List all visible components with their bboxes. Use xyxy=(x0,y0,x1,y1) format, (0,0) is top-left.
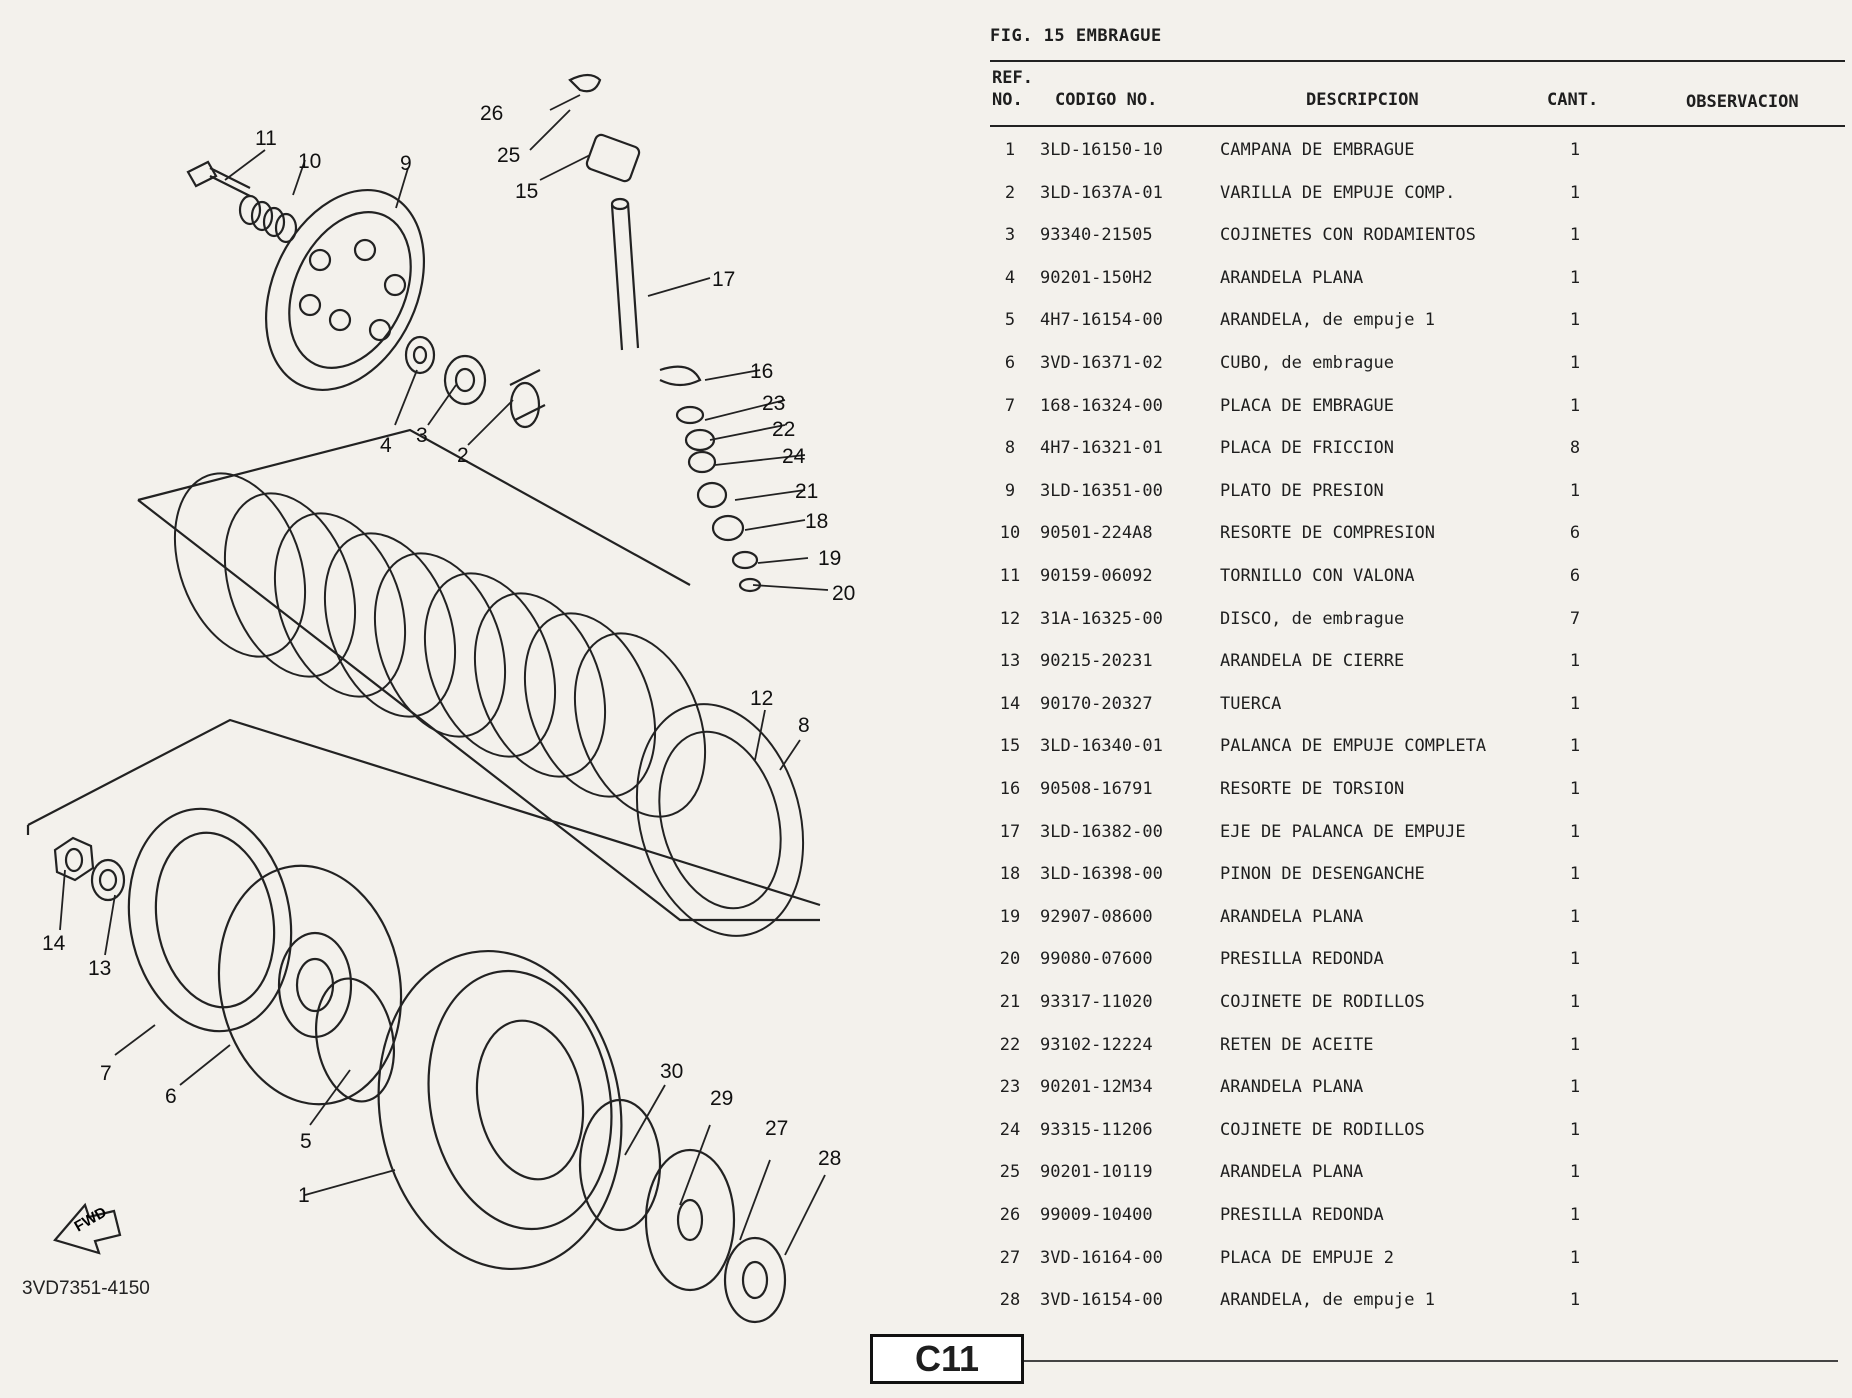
ref-cell: 14 xyxy=(999,693,1021,714)
ref-cell: 5 xyxy=(1004,310,1016,331)
callout-16: 16 xyxy=(750,360,774,383)
qty-cell: 1 xyxy=(1569,1247,1581,1268)
table-row xyxy=(990,1035,1850,1071)
table-row xyxy=(990,183,1850,219)
callout-27: 27 xyxy=(765,1117,789,1140)
ref-cell: 12 xyxy=(999,608,1021,629)
description-cell: CUBO, de embrague xyxy=(1220,353,1394,373)
table-row xyxy=(990,310,1850,346)
spring-graphic xyxy=(240,196,296,242)
code-cell: 3VD-16371-02 xyxy=(1040,353,1163,373)
table-row xyxy=(990,609,1850,645)
table-row xyxy=(990,1248,1850,1284)
callout-10: 10 xyxy=(298,150,322,173)
callout-15: 15 xyxy=(515,180,539,203)
qty-cell: 1 xyxy=(1569,395,1581,416)
qty-cell: 1 xyxy=(1569,1290,1581,1311)
code-cell: 93315-11206 xyxy=(1040,1119,1153,1140)
table-row xyxy=(990,140,1850,176)
qty-cell: 1 xyxy=(1569,182,1581,203)
callout-22: 22 xyxy=(772,418,796,441)
callout-29: 29 xyxy=(710,1087,734,1110)
callout-5: 5 xyxy=(300,1130,312,1153)
qty-cell: 1 xyxy=(1569,225,1581,246)
header-description: DESCRIPCION xyxy=(1306,90,1419,110)
code-cell: 3LD-16351-00 xyxy=(1040,480,1163,501)
qty-cell: 1 xyxy=(1569,480,1581,501)
qty-cell: 6 xyxy=(1569,566,1581,586)
table-row xyxy=(990,566,1850,602)
header-ref-line1: REF. xyxy=(992,68,1033,88)
description-cell: TUERCA xyxy=(1220,693,1282,714)
callout-23: 23 xyxy=(762,392,786,415)
clutch-housing-graphic xyxy=(354,932,785,1322)
ref-cell: 26 xyxy=(999,1205,1021,1225)
callout-8: 8 xyxy=(798,714,810,737)
code-cell: 90201-10119 xyxy=(1040,1162,1153,1183)
pressure-plate-graphic xyxy=(235,164,454,415)
table-row xyxy=(990,736,1850,772)
description-cell: VARILLA DE EMPUJE COMP. xyxy=(1220,182,1456,203)
table-row xyxy=(990,438,1850,474)
table-row xyxy=(990,907,1850,943)
ref-cell: 9 xyxy=(1004,480,1016,501)
qty-cell: 1 xyxy=(1569,353,1581,373)
qty-cell: 8 xyxy=(1569,438,1581,459)
ref-cell: 22 xyxy=(999,1034,1021,1055)
ref-cell: 13 xyxy=(999,651,1021,672)
table-row xyxy=(990,864,1850,900)
description-cell: PRESILLA REDONDA xyxy=(1220,949,1384,970)
table-row xyxy=(990,779,1850,815)
table-row xyxy=(990,992,1850,1028)
description-cell: RESORTE DE COMPRESION xyxy=(1220,523,1435,544)
callout-19: 19 xyxy=(818,547,842,570)
table-row xyxy=(990,651,1850,687)
qty-cell: 7 xyxy=(1569,608,1581,629)
callout-13: 13 xyxy=(88,957,112,980)
table-row xyxy=(990,1290,1850,1326)
callout-6: 6 xyxy=(165,1085,177,1108)
code-cell: 99009-10400 xyxy=(1040,1205,1153,1225)
description-cell: ARANDELA PLANA xyxy=(1220,1077,1364,1098)
qty-cell: 1 xyxy=(1569,736,1581,757)
ref-cell: 28 xyxy=(999,1290,1021,1311)
code-cell: 168-16324-00 xyxy=(1040,395,1163,416)
table-row xyxy=(990,396,1850,432)
code-cell: 90215-20231 xyxy=(1040,651,1153,672)
description-cell: PLACA DE FRICCION xyxy=(1220,438,1394,459)
description-cell: CAMPANA DE EMBRAGUE xyxy=(1220,140,1415,160)
callout-11: 11 xyxy=(255,127,277,150)
ref-cell: 7 xyxy=(1004,395,1016,416)
callout-26: 26 xyxy=(480,102,504,125)
disc-stack-graphic xyxy=(151,455,828,954)
callout-1: 1 xyxy=(298,1184,310,1207)
description-cell: RETEN DE ACEITE xyxy=(1220,1034,1374,1055)
description-cell: ARANDELA PLANA xyxy=(1220,267,1364,288)
description-cell: ARANDELA PLANA xyxy=(1220,1162,1364,1183)
qty-cell: 6 xyxy=(1569,523,1581,544)
header-qty: CANT. xyxy=(1547,90,1599,110)
code-cell: 93102-12224 xyxy=(1040,1034,1153,1055)
qty-cell: 1 xyxy=(1569,310,1581,331)
callout-3: 3 xyxy=(416,424,428,447)
description-cell: PLACA DE EMBRAGUE xyxy=(1220,395,1394,416)
description-cell: ARANDELA PLANA xyxy=(1220,906,1364,927)
footer-rule xyxy=(1018,1360,1838,1362)
page-number-badge: C11 xyxy=(870,1334,1024,1384)
figure-title: FIG. 15 EMBRAGUE xyxy=(990,26,1162,46)
fwd-arrow-icon xyxy=(55,1204,120,1253)
qty-cell: 1 xyxy=(1569,864,1581,885)
table-row xyxy=(990,353,1850,389)
svg-text:FWD: FWD xyxy=(71,1203,110,1236)
table-row xyxy=(990,1120,1850,1156)
description-cell: EJE DE PALANCA DE EMPUJE xyxy=(1220,821,1466,842)
table-row xyxy=(990,1205,1850,1241)
ref-cell: 3 xyxy=(1004,225,1016,246)
code-cell: 3VD-16164-00 xyxy=(1040,1247,1163,1268)
callout-20: 20 xyxy=(832,582,856,605)
qty-cell: 1 xyxy=(1569,651,1581,672)
qty-cell: 1 xyxy=(1569,267,1581,288)
callout-14: 14 xyxy=(42,932,66,955)
ref-cell: 24 xyxy=(999,1119,1021,1140)
qty-cell: 1 xyxy=(1569,1205,1581,1225)
ref-cell: 20 xyxy=(999,949,1021,970)
ref-cell: 2 xyxy=(1004,182,1016,203)
code-cell: 90201-12M34 xyxy=(1040,1077,1153,1098)
description-cell: PALANCA DE EMPUJE COMPLETA xyxy=(1220,736,1487,757)
ref-cell: 23 xyxy=(999,1077,1021,1098)
parts-list xyxy=(990,0,1850,1394)
table-row xyxy=(990,523,1850,559)
description-cell: PRESILLA REDONDA xyxy=(1220,1205,1384,1225)
code-cell: 90508-16791 xyxy=(1040,779,1153,799)
description-cell: ARANDELA, de empuje 1 xyxy=(1220,310,1435,331)
ref-cell: 27 xyxy=(999,1247,1021,1268)
ref-cell: 15 xyxy=(999,736,1021,757)
ref-cell: 4 xyxy=(1004,267,1016,288)
table-row xyxy=(990,949,1850,985)
callout-18: 18 xyxy=(805,510,829,533)
qty-cell: 1 xyxy=(1569,906,1581,927)
ref-cell: 17 xyxy=(999,821,1021,842)
qty-cell: 1 xyxy=(1569,693,1581,714)
ref-cell: 10 xyxy=(999,523,1021,544)
ref-cell: 1 xyxy=(1004,140,1016,160)
description-cell: TORNILLO CON VALONA xyxy=(1220,566,1415,586)
description-cell: ARANDELA DE CIERRE xyxy=(1220,651,1405,672)
table-row xyxy=(990,822,1850,858)
description-cell: PINON DE DESENGANCHE xyxy=(1220,864,1425,885)
ref-cell: 21 xyxy=(999,992,1021,1012)
callout-7: 7 xyxy=(100,1062,112,1085)
callout-12: 12 xyxy=(750,687,774,710)
qty-cell: 1 xyxy=(1569,1034,1581,1055)
description-cell: COJINETE DE RODILLOS xyxy=(1220,992,1425,1012)
description-cell: PLACA DE EMPUJE 2 xyxy=(1220,1247,1394,1268)
code-cell: 92907-08600 xyxy=(1040,906,1153,927)
callout-25: 25 xyxy=(497,144,521,167)
qty-cell: 1 xyxy=(1569,1162,1581,1183)
description-cell: PLATO DE PRESION xyxy=(1220,480,1384,501)
description-cell: COJINETE DE RODILLOS xyxy=(1220,1119,1425,1140)
ref-cell: 11 xyxy=(999,566,1021,586)
ref-cell: 19 xyxy=(999,906,1021,927)
qty-cell: 1 xyxy=(1569,1077,1581,1098)
callout-2: 2 xyxy=(457,444,469,467)
code-cell: 3LD-16382-00 xyxy=(1040,821,1163,842)
ref-cell: 25 xyxy=(999,1162,1021,1183)
ref-cell: 18 xyxy=(999,864,1021,885)
description-cell: COJINETES CON RODAMIENTOS xyxy=(1220,225,1476,246)
code-cell: 99080-07600 xyxy=(1040,949,1153,970)
description-cell: ARANDELA, de empuje 1 xyxy=(1220,1290,1435,1311)
header-bottom-rule xyxy=(990,125,1845,127)
table-row xyxy=(990,481,1850,517)
qty-cell: 1 xyxy=(1569,992,1581,1012)
callout-30: 30 xyxy=(660,1060,684,1083)
callout-21: 21 xyxy=(795,480,819,503)
code-cell: 93340-21505 xyxy=(1040,225,1153,246)
code-cell: 90159-06092 xyxy=(1040,566,1153,586)
header-top-rule xyxy=(990,60,1845,62)
code-cell: 4H7-16154-00 xyxy=(1040,310,1163,331)
code-cell: 90170-20327 xyxy=(1040,693,1153,714)
callout-17: 17 xyxy=(712,268,736,291)
table-row xyxy=(990,268,1850,304)
code-cell: 31A-16325-00 xyxy=(1040,608,1163,629)
callout-4: 4 xyxy=(380,434,392,457)
qty-cell: 1 xyxy=(1569,140,1581,160)
qty-cell: 1 xyxy=(1569,821,1581,842)
qty-cell: 1 xyxy=(1569,949,1581,970)
code-cell: 4H7-16321-01 xyxy=(1040,438,1163,459)
table-row xyxy=(990,225,1850,261)
callout-9: 9 xyxy=(400,152,412,175)
header-code: CODIGO NO. xyxy=(1055,90,1158,110)
header-ref-line2: NO. xyxy=(992,90,1023,110)
header-observation: OBSERVACION xyxy=(1686,92,1799,112)
code-cell: 3LD-16398-00 xyxy=(1040,864,1163,885)
description-cell: DISCO, de embrague xyxy=(1220,608,1405,629)
diagram-code: 3VD7351-4150 xyxy=(22,1278,150,1299)
ref-cell: 16 xyxy=(999,779,1021,799)
callout-28: 28 xyxy=(818,1147,842,1170)
code-cell: 3LD-16340-01 xyxy=(1040,736,1163,757)
code-cell: 3VD-16154-00 xyxy=(1040,1290,1163,1311)
description-cell: RESORTE DE TORSION xyxy=(1220,779,1405,799)
ref-cell: 8 xyxy=(1004,438,1016,459)
code-cell: 93317-11020 xyxy=(1040,992,1153,1012)
ref-cell: 6 xyxy=(1004,353,1016,373)
callout-24: 24 xyxy=(782,445,806,468)
table-row xyxy=(990,1162,1850,1198)
table-row xyxy=(990,694,1850,730)
qty-cell: 1 xyxy=(1569,1119,1581,1140)
code-cell: 3LD-16150-10 xyxy=(1040,140,1163,160)
qty-cell: 1 xyxy=(1569,779,1581,799)
code-cell: 3LD-1637A-01 xyxy=(1040,182,1163,203)
table-row xyxy=(990,1077,1850,1113)
code-cell: 90501-224A8 xyxy=(1040,523,1153,544)
code-cell: 90201-150H2 xyxy=(1040,267,1153,288)
